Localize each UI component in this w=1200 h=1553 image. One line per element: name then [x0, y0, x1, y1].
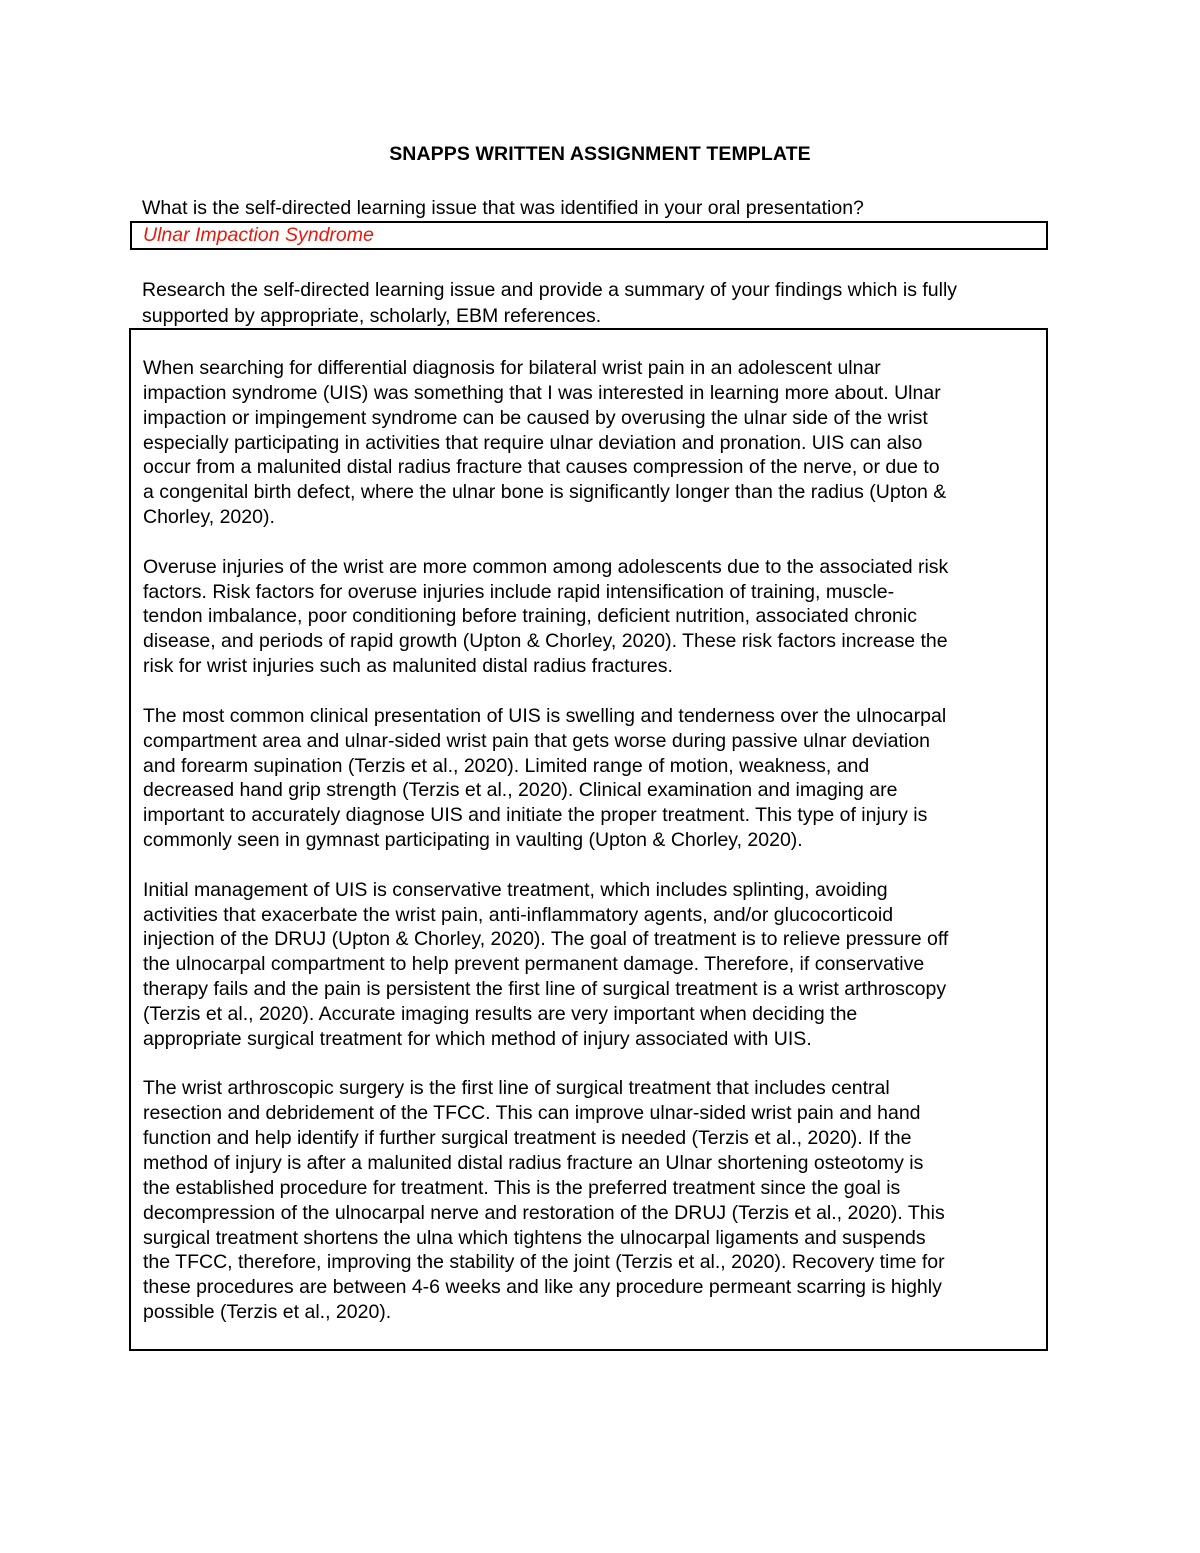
summary-line: When searching for differential diagnosis for bilateral wrist pain in an adolescent ulnar — [143, 357, 881, 379]
summary-line: the TFCC, therefore, improving the stability of the joint (Terzis et al., 2020). Recovery time for — [143, 1251, 945, 1274]
summary-line: these procedures are between 4-6 weeks and like any procedure permeant scarring is highly — [143, 1276, 942, 1299]
summary-text — [143, 356, 1043, 1350]
summary-line: risk for wrist injuries such as malunited distal radius fractures. — [143, 655, 673, 678]
summary-line: appropriate surgical treatment for which method of injury associated with UIS. — [143, 1027, 812, 1050]
learning-issue-answer-box — [130, 221, 1048, 250]
summary-paragraph — [143, 878, 1043, 1052]
summary-paragraph — [143, 704, 1043, 853]
question-line: supported by appropriate, scholarly, EBM references. — [142, 305, 602, 327]
summary-line: disease, and periods of rapid growth (Upton & Chorley, 2020). These risk factors increase the — [143, 630, 948, 653]
summary-line: tendon imbalance, poor conditioning before training, deficient nutrition, associated chronic — [143, 605, 917, 628]
summary-line: decompression of the ulnocarpal nerve and restoration of the DRUJ (Terzis et al., 2020). This — [143, 1201, 945, 1224]
summary-line: occur from a malunited distal radius fracture that causes compression of the nerve, or due to — [143, 456, 940, 479]
summary-line: a congenital birth defect, where the ulnar bone is significantly longer than the radius (Upton & — [143, 481, 947, 504]
summary-line: Initial management of UIS is conservative treatment, which includes splinting, avoiding — [143, 878, 888, 901]
summary-line: The wrist arthroscopic surgery is the first line of surgical treatment that includes central — [143, 1077, 890, 1100]
summary-line: decreased hand grip strength (Terzis et al., 2020). Clinical examination and imaging are — [143, 779, 898, 802]
summary-line: impaction or impingement syndrome can be caused by overusing the ulnar side of the wrist — [143, 406, 928, 429]
summary-line: function and help identify if further surgical treatment is needed (Terzis et al., 2020). If the — [143, 1127, 912, 1150]
summary-line: (Terzis et al., 2020). Accurate imaging results are very important when deciding the — [143, 1002, 858, 1025]
summary-line: Chorley, 2020). — [143, 506, 275, 529]
summary-line: The most common clinical presentation of UIS is swelling and tenderness over the ulnocarpal — [143, 704, 947, 727]
page-title: SNAPPS WRITTEN ASSIGNMENT TEMPLATE — [389, 143, 811, 165]
summary-line: resection and debridement of the TFCC. This can improve ulnar-sided wrist pain and hand — [143, 1102, 921, 1125]
question-line: Research the self-directed learning issue and provide a summary of your findings which is fully — [142, 279, 958, 301]
question-learning-issue: What is the self-directed learning issue that was identified in your oral presentation? — [142, 197, 864, 219]
summary-line: therapy fails and the pain is persistent the first line of surgical treatment is a wrist arthroscopy — [143, 978, 947, 1001]
summary-line: and forearm supination (Terzis et al., 2020). Limited range of motion, weakness, and — [143, 754, 870, 777]
summary-line: impaction syndrome (UIS) was something that I was interested in learning more about. Ulnar — [143, 381, 941, 404]
question-research-summary — [142, 277, 1062, 329]
summary-line: factors. Risk factors for overuse injuries include rapid intensification of training, muscle- — [143, 580, 895, 603]
summary-box — [129, 328, 1048, 1351]
summary-line: especially participating in activities that require ulnar deviation and pronation. UIS can also — [143, 431, 923, 454]
summary-line: important to accurately diagnose UIS and initiate the proper treatment. This type of injury is — [143, 804, 928, 827]
summary-line: the ulnocarpal compartment to help prevent permanent damage. Therefore, if conservative — [143, 953, 925, 976]
summary-line: method of injury is after a malunited distal radius fracture an Ulnar shortening osteotomy is — [143, 1152, 924, 1174]
summary-line: commonly seen in gymnast participating in vaulting (Upton & Chorley, 2020). — [143, 829, 803, 852]
summary-line: activities that exacerbate the wrist pain, anti-inflammatory agents, and/or glucocorticoid — [143, 903, 894, 926]
summary-line: possible (Terzis et al., 2020). — [143, 1301, 392, 1324]
summary-paragraph — [143, 555, 1043, 679]
summary-paragraph — [143, 1076, 1043, 1324]
summary-paragraph — [143, 356, 1043, 530]
summary-line: injection of the DRUJ (Upton & Chorley, 2020). The goal of treatment is to relieve pressure off — [143, 928, 949, 951]
summary-line: the established procedure for treatment. This is the preferred treatment since the goal is — [143, 1176, 901, 1199]
summary-line: compartment area and ulnar-sided wrist pain that gets worse during passive ulnar deviation — [143, 729, 930, 752]
learning-issue-answer: Ulnar Impaction Syndrome — [143, 224, 374, 246]
summary-line: surgical treatment shortens the ulna which tightens the ulnocarpal ligaments and suspends — [143, 1226, 926, 1249]
summary-line: Overuse injuries of the wrist are more common among adolescents due to the associated risk — [143, 555, 949, 578]
